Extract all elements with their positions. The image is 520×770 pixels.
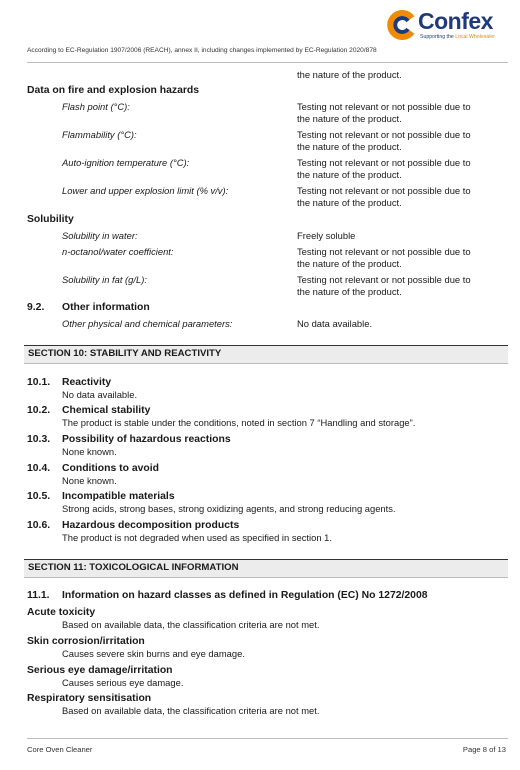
chemical-stability-text: The product is stable under the conditions, noted in section 7 “Handling and storage”. bbox=[62, 417, 416, 428]
incompatible-materials-text: Strong acids, strong bases, strong oxidizing agents, and strong reducing agents. bbox=[62, 503, 396, 514]
item-number: 10.5. bbox=[27, 491, 51, 502]
conditions-avoid-title: Conditions to avoid bbox=[62, 463, 159, 474]
explosion-limit-label: Lower and upper explosion limit (% v/v): bbox=[62, 185, 229, 196]
item-number: 10.2. bbox=[27, 405, 51, 416]
flammability-value-2: the nature of the product. bbox=[297, 141, 402, 152]
footer-product-name: Core Oven Cleaner bbox=[27, 745, 93, 754]
flash-point-value-2: the nature of the product. bbox=[297, 113, 402, 124]
regulation-line: According to EC-Regulation 1907/2006 (REACH), annex II, including changes implemented by EC-Regulation 2020/878 bbox=[27, 47, 377, 54]
hazard-classes-title: Information on hazard classes as defined in Regulation (EC) No 1272/2008 bbox=[62, 590, 428, 601]
other-params-value: No data available. bbox=[297, 318, 373, 329]
chemical-stability-title: Chemical stability bbox=[62, 405, 151, 416]
item-number: 10.6. bbox=[27, 520, 51, 531]
octanol-value-2: the nature of the product. bbox=[297, 258, 402, 269]
fat-solubility-value-2: the nature of the product. bbox=[297, 286, 402, 297]
flammability-label: Flammability (°C): bbox=[62, 129, 137, 140]
other-params-label: Other physical and chemical parameters: bbox=[62, 318, 233, 329]
eye-damage-title: Serious eye damage/irritation bbox=[27, 665, 173, 676]
fat-solubility-value-1: Testing not relevant or not possible due to bbox=[297, 274, 471, 285]
section-11-title: SECTION 11: TOXICOLOGICAL INFORMATION bbox=[28, 562, 239, 573]
logo-tagline: Supporting the Local Wholesaler bbox=[420, 34, 495, 40]
hazardous-reactions-text: None known. bbox=[62, 446, 117, 457]
auto-ignition-value-1: Testing not relevant or not possible due to bbox=[297, 157, 471, 168]
fire-heading: Data on fire and explosion hazards bbox=[27, 85, 200, 96]
acute-toxicity-title: Acute toxicity bbox=[27, 607, 96, 618]
hazardous-reactions-title: Possibility of hazardous reactions bbox=[62, 434, 231, 445]
item-number: 10.4. bbox=[27, 463, 51, 474]
footer-divider bbox=[27, 738, 508, 739]
footer-page-number: Page 8 of 13 bbox=[462, 745, 506, 754]
item-number: 10.1. bbox=[27, 377, 51, 388]
explosion-limit-value-2: the nature of the product. bbox=[297, 197, 402, 208]
flammability-value-1: Testing not relevant or not possible due to bbox=[297, 129, 471, 140]
water-solubility-value: Freely soluble bbox=[297, 230, 356, 241]
auto-ignition-label: Auto-ignition temperature (°C): bbox=[62, 157, 190, 168]
conditions-avoid-text: None known. bbox=[62, 475, 117, 486]
section-11-header bbox=[24, 559, 508, 578]
section-10-title: SECTION 10: STABILITY AND REACTIVITY bbox=[28, 348, 222, 359]
decomposition-text: The product is not degraded when used as specified in section 1. bbox=[62, 532, 332, 543]
confex-logo bbox=[386, 8, 508, 44]
fat-solubility-label: Solubility in fat (g/L): bbox=[62, 274, 147, 285]
reactivity-text: No data available. bbox=[62, 389, 138, 400]
explosion-limit-value-1: Testing not relevant or not possible due to bbox=[297, 185, 471, 196]
skin-corrosion-title: Skin corrosion/irritation bbox=[27, 636, 145, 647]
octanol-value-1: Testing not relevant or not possible due to bbox=[297, 246, 471, 257]
item-number: 10.3. bbox=[27, 434, 51, 445]
section-10-header bbox=[24, 345, 508, 364]
incompatible-materials-title: Incompatible materials bbox=[62, 491, 175, 502]
respiratory-title: Respiratory sensitisation bbox=[27, 693, 152, 704]
octanol-label: n-octanol/water coefficient: bbox=[62, 246, 174, 257]
other-info-title: Other information bbox=[62, 302, 150, 313]
eye-damage-text: Causes serious eye damage. bbox=[62, 677, 184, 688]
acute-toxicity-text: Based on available data, the classification criteria are not met. bbox=[62, 619, 320, 630]
auto-ignition-value-2: the nature of the product. bbox=[297, 169, 402, 180]
logo-wordmark: Confex bbox=[418, 8, 493, 34]
flash-point-label: Flash point (°C): bbox=[62, 101, 130, 112]
skin-corrosion-text: Causes severe skin burns and eye damage. bbox=[62, 648, 245, 659]
confex-logo-icon bbox=[386, 10, 416, 40]
reactivity-title: Reactivity bbox=[62, 377, 112, 388]
header-divider bbox=[27, 62, 508, 63]
solubility-heading: Solubility bbox=[27, 214, 74, 225]
flash-point-value-1: Testing not relevant or not possible due to bbox=[297, 101, 471, 112]
water-solubility-label: Solubility in water: bbox=[62, 230, 138, 241]
other-info-number: 9.2. bbox=[27, 302, 45, 313]
decomposition-title: Hazardous decomposition products bbox=[62, 520, 240, 531]
continued-text: the nature of the product. bbox=[297, 69, 402, 80]
respiratory-text: Based on available data, the classification criteria are not met. bbox=[62, 705, 320, 716]
subsection-number: 11.1. bbox=[27, 590, 50, 601]
